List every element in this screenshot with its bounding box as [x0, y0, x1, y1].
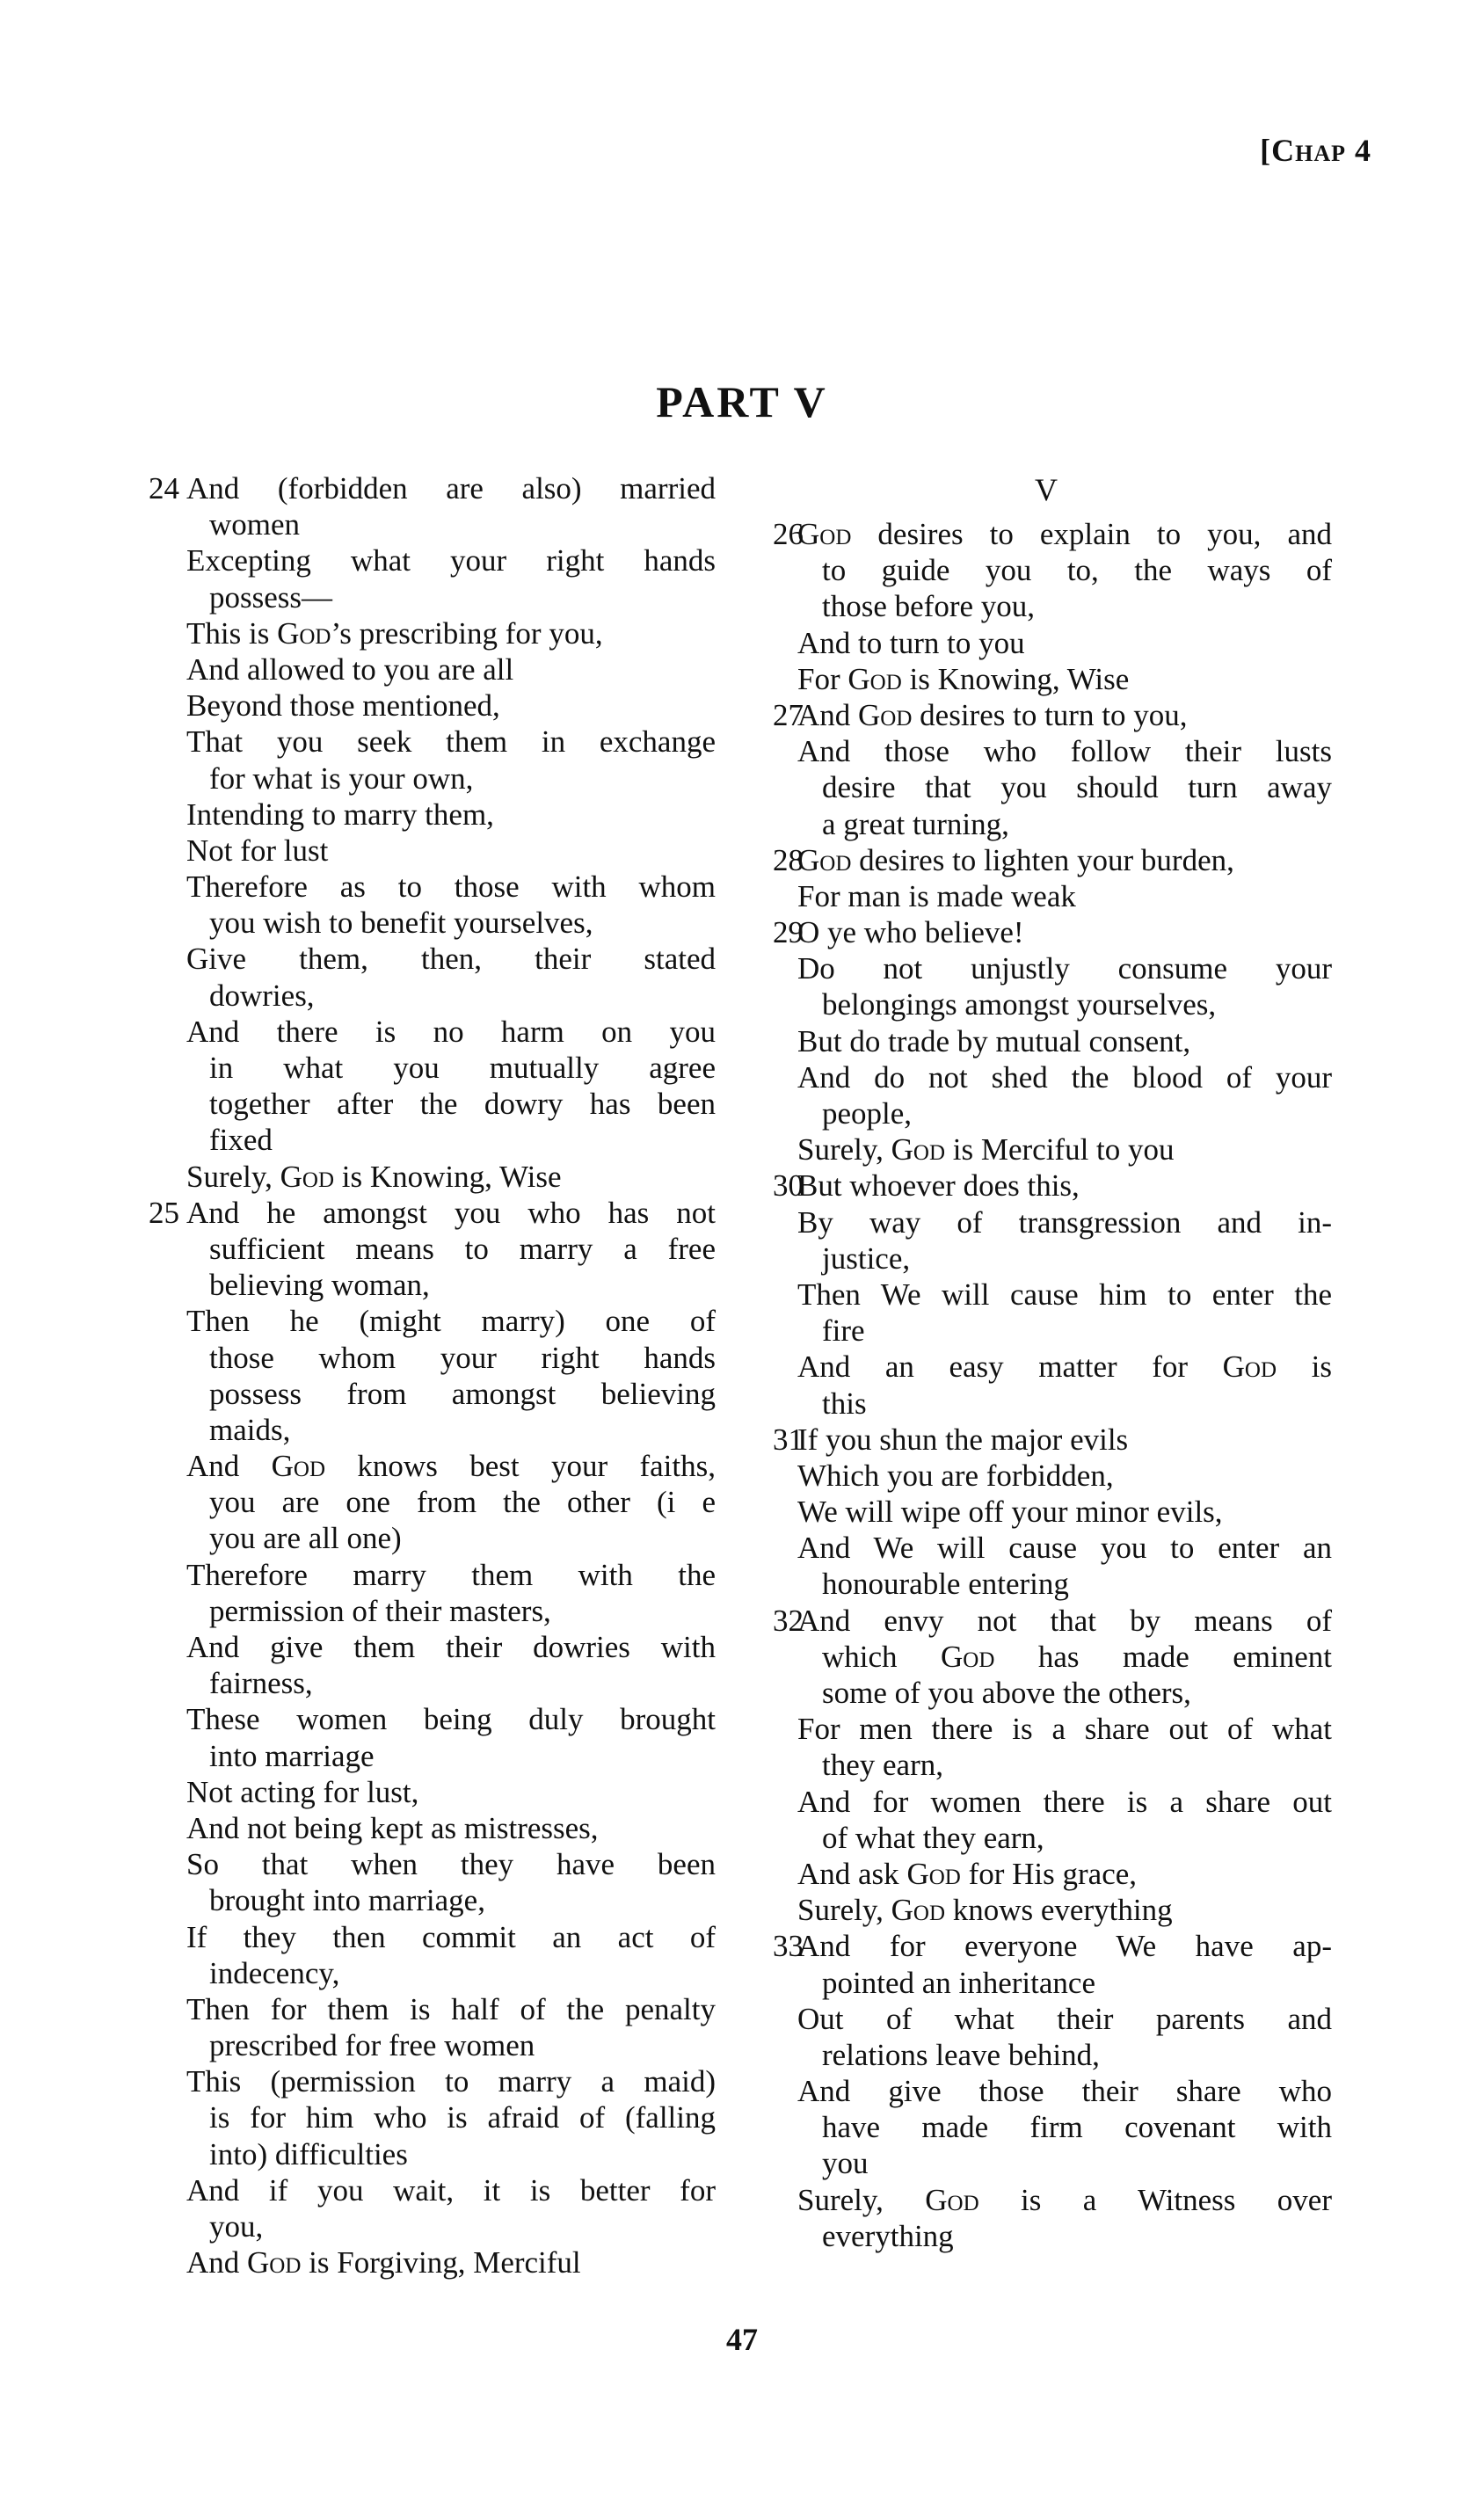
verse-text: If they then commit an act of — [186, 1919, 716, 1954]
verse-text: into) difficulties — [209, 2136, 408, 2171]
verse-text: have made firm covenant with — [822, 2110, 1332, 2145]
verse-text: you, — [209, 2209, 264, 2244]
verse-line — [132, 1665, 712, 1701]
verse-line — [132, 2208, 712, 2244]
verse-text: Surely, God is Knowing, Wise — [186, 1159, 562, 1194]
verse-line — [132, 905, 712, 941]
verse-line — [132, 1520, 712, 1556]
verse-text: And for everyone We have ap- — [797, 1929, 1332, 1964]
verse-line — [132, 1014, 716, 1050]
verse-line — [132, 506, 712, 542]
verse-line — [132, 1303, 716, 1339]
verse-text: you — [822, 2146, 869, 2181]
verse-line — [132, 1846, 716, 1882]
verse-number: 24 — [149, 471, 179, 506]
verse-text: everything — [822, 2218, 954, 2253]
verse-line — [132, 2244, 712, 2280]
verse-line — [132, 797, 712, 833]
verse-text: O ye who believe! — [797, 915, 1024, 950]
verse-line — [132, 1412, 712, 1448]
verse-line — [756, 1892, 1336, 1928]
verse-text: Which you are forbidden, — [797, 1458, 1114, 1493]
running-head-label: CHAP — [1271, 133, 1346, 168]
verse-start-line — [756, 697, 1336, 733]
verse-text: And if you wait, it is better for — [186, 2172, 716, 2208]
verse-text: some of you above the others, — [822, 1676, 1191, 1710]
verse-line — [756, 2109, 1336, 2145]
verse-text: Do not unjustly consume your — [797, 951, 1332, 986]
verse-text: honourable entering — [822, 1567, 1069, 1602]
verse-text: And We will cause you to enter an — [797, 1531, 1332, 1566]
verse-text: together after the dowry has been — [209, 1087, 716, 1122]
verse-line — [756, 2001, 1336, 2037]
verse-line — [756, 1965, 1336, 2001]
verse-text: And give those their share who — [797, 2074, 1332, 2109]
page-number: 47 — [726, 2322, 758, 2357]
verse-text: fairness, — [209, 1666, 313, 1701]
verse-line — [756, 1566, 1336, 1602]
verse-line — [132, 1919, 716, 1955]
verse-text: Give them, then, their stated — [186, 942, 716, 977]
verse-start-line — [132, 470, 716, 506]
verse-line — [132, 978, 712, 1014]
verse-line — [132, 2027, 712, 2063]
verse-line — [132, 651, 712, 687]
verse-text: For men there is a share out of what — [797, 1712, 1332, 1747]
verse-line — [132, 1810, 712, 1846]
verse-line — [132, 1991, 716, 2027]
running-head-number: 4 — [1355, 133, 1371, 168]
verse-line — [756, 1131, 1336, 1167]
verse-start-line — [756, 1422, 1336, 1458]
verse-line — [756, 1204, 1336, 1240]
verse-text: God desires to lighten your burden, — [797, 842, 1234, 877]
verse-line — [756, 1277, 1336, 1313]
verse-line — [132, 833, 712, 869]
verse-line — [132, 687, 712, 724]
verse-text: Then he (might marry) one of — [186, 1304, 716, 1339]
verse-line — [132, 1484, 716, 1520]
verse-line — [132, 1701, 716, 1737]
verse-line — [756, 625, 1336, 661]
verse-text: And God is Forgiving, Merciful — [186, 2245, 581, 2280]
verse-text: belongings amongst yourselves, — [822, 987, 1217, 1022]
verse-number: 32 — [773, 1603, 804, 1638]
right-column — [756, 470, 1336, 2254]
verse-text: they earn, — [822, 1748, 943, 1783]
verse-text: those whom your right hands — [209, 1340, 716, 1375]
verse-text: And an easy matter for God is — [797, 1349, 1332, 1385]
verse-text: We will wipe off your minor evils, — [797, 1495, 1223, 1530]
verse-text: And ask God for His grace, — [797, 1856, 1138, 1891]
verse-text: And God knows best your faiths, — [186, 1449, 716, 1484]
verse-line — [756, 588, 1336, 624]
verse-line — [132, 1231, 716, 1267]
verse-text: sufficient means to marry a free — [209, 1231, 716, 1266]
verse-text: fixed — [209, 1123, 273, 1158]
part-title: PART V — [656, 377, 828, 426]
verse-line — [756, 1747, 1336, 1783]
verse-line — [132, 2099, 716, 2135]
verse-text: And do not shed the blood of your — [797, 1059, 1332, 1095]
verse-text: dowries, — [209, 978, 315, 1013]
verse-line — [132, 1086, 716, 1122]
verse-line — [756, 1711, 1336, 1747]
section-mark: V — [1035, 472, 1058, 507]
verse-line — [756, 1784, 1336, 1820]
verse-line — [132, 1557, 716, 1593]
verse-line — [756, 1675, 1336, 1711]
verse-text: into marriage — [209, 1738, 375, 1773]
verse-text: Out of what their parents and — [797, 2001, 1332, 2036]
verse-line — [132, 1267, 712, 1303]
verse-text: That you seek them in exchange — [186, 724, 716, 760]
verse-text: This is God’s prescribing for you, — [186, 615, 603, 651]
verse-line — [132, 2063, 716, 2099]
verse-text: you are one from the other (i e — [209, 1485, 716, 1520]
verse-line — [756, 2145, 1336, 2181]
left-column — [132, 470, 716, 2280]
verse-text: Surely, God knows everything — [797, 1893, 1173, 1928]
verse-text: And (forbidden are also) married — [186, 471, 716, 506]
verse-line — [756, 2218, 1336, 2254]
verse-text: Not acting for lust, — [186, 1774, 419, 1809]
verse-line — [132, 615, 712, 651]
verse-text: By way of transgression and in- — [797, 1204, 1332, 1240]
running-head — [1260, 132, 1371, 169]
verse-text: And to turn to you — [797, 625, 1025, 660]
verse-line — [756, 552, 1336, 588]
verse-text: And envy not that by means of — [797, 1603, 1332, 1638]
verse-text: And allowed to you are all — [186, 651, 514, 687]
verse-line — [132, 2136, 712, 2172]
verse-number: 28 — [773, 842, 804, 877]
verse-text: in what you mutually agree — [209, 1051, 716, 1085]
verse-line — [756, 878, 1336, 914]
verse-line — [132, 1122, 712, 1158]
verse-line — [132, 542, 716, 578]
verse-line — [132, 1882, 712, 1918]
verse-line — [756, 1494, 1336, 1530]
verse-line — [132, 869, 716, 905]
verse-line — [132, 760, 712, 797]
verse-text: to guide you to, the ways of — [822, 553, 1332, 588]
verse-text: If you shun the major evils — [797, 1422, 1129, 1457]
verse-text: Intending to marry them, — [186, 797, 494, 832]
verse-line — [132, 724, 716, 760]
verse-line — [756, 1095, 1336, 1131]
verse-number: 27 — [773, 697, 804, 732]
verse-line — [756, 2037, 1336, 2073]
verse-number: 31 — [773, 1422, 804, 1457]
verse-text: for what is your own, — [209, 760, 474, 796]
verse-text: indecency, — [209, 1955, 340, 1990]
verse-text: Surely, God is a Witness over — [797, 2182, 1332, 2217]
verse-line — [132, 1774, 712, 1810]
verse-text: relations leave behind, — [822, 2037, 1100, 2072]
verse-line — [132, 1448, 716, 1484]
verse-start-line — [132, 1195, 716, 1231]
verse-text: you wish to benefit yourselves, — [209, 906, 593, 941]
verse-line — [756, 769, 1336, 805]
verse-text: Surely, God is Merciful to you — [797, 1132, 1175, 1167]
verse-text: Therefore as to those with whom — [186, 869, 716, 905]
verse-text: Not for lust — [186, 833, 329, 868]
verse-text: Beyond those mentioned, — [186, 688, 500, 724]
verse-line — [132, 1955, 712, 1991]
verse-text: fire — [822, 1313, 865, 1349]
verse-line — [756, 1313, 1336, 1349]
verse-text: And God desires to turn to you, — [797, 697, 1188, 732]
verse-text: believing woman, — [209, 1268, 430, 1303]
verse-line — [132, 579, 712, 615]
verse-text: pointed an inheritance — [822, 1965, 1095, 2000]
verse-text: permission of their masters, — [209, 1593, 551, 1628]
verse-start-line — [756, 842, 1336, 878]
verse-text: For man is made weak — [797, 878, 1076, 913]
verse-line — [132, 2172, 716, 2208]
verse-line — [132, 1376, 716, 1412]
verse-text: And give them their dowries with — [186, 1630, 716, 1664]
verse-line — [756, 806, 1336, 842]
verse-line — [756, 1820, 1336, 1856]
verse-line — [756, 1856, 1336, 1892]
verse-text: women — [209, 507, 301, 542]
verse-text: Then We will cause him to enter the — [797, 1277, 1332, 1312]
verse-line — [756, 733, 1336, 769]
verse-line — [132, 1050, 716, 1086]
verse-line — [756, 950, 1336, 986]
verse-text: And those who follow their lusts — [797, 734, 1332, 769]
verse-text: which God has made eminent — [822, 1639, 1332, 1674]
verse-text: justice, — [822, 1240, 911, 1276]
verse-line — [756, 1530, 1336, 1566]
verse-start-line — [756, 914, 1336, 950]
verse-text: And for women there is a share out — [797, 1784, 1332, 1819]
verse-text: God desires to explain to you, and — [797, 517, 1332, 551]
verse-text: is for him who is afraid of (falling — [209, 2100, 716, 2135]
verse-line — [132, 941, 716, 977]
verse-text: But whoever does this, — [797, 1168, 1080, 1204]
verse-text: This (permission to marry a maid) — [186, 2064, 716, 2099]
verse-line — [756, 986, 1336, 1022]
verse-line — [756, 2073, 1336, 2109]
verse-line — [132, 1629, 716, 1665]
verse-line — [756, 1639, 1336, 1675]
verse-line — [132, 1738, 712, 1774]
verse-text: And not being kept as mistresses, — [186, 1810, 599, 1845]
verse-line — [756, 1349, 1336, 1385]
verse-text: prescribed for free women — [209, 2028, 535, 2063]
verse-line — [756, 661, 1336, 697]
verse-start-line — [756, 516, 1336, 552]
verse-text: a great turning, — [822, 806, 1009, 841]
verse-text: brought into marriage, — [209, 1883, 485, 1918]
verse-line — [132, 1593, 712, 1629]
verse-line — [132, 1159, 712, 1195]
verse-line — [756, 1023, 1336, 1059]
verse-text: those before you, — [822, 589, 1036, 624]
verse-text: people, — [822, 1096, 913, 1131]
verse-text: And he amongst you who has not — [186, 1195, 716, 1230]
verse-number: 25 — [149, 1195, 179, 1230]
verse-text: maids, — [209, 1412, 291, 1447]
verse-text: desire that you should turn away — [822, 770, 1332, 805]
verse-number: 33 — [773, 1929, 804, 1964]
verse-line — [756, 1059, 1336, 1095]
verse-text: For God is Knowing, Wise — [797, 661, 1130, 696]
verse-line — [756, 2182, 1336, 2218]
verse-text: you are all one) — [209, 1521, 402, 1556]
verse-text: So that when they have been — [186, 1847, 716, 1882]
verse-number: 26 — [773, 517, 804, 551]
verse-number: 29 — [773, 915, 804, 950]
verse-text: Excepting what your right hands — [186, 543, 716, 578]
verse-text: of what they earn, — [822, 1820, 1044, 1855]
verse-start-line — [756, 1167, 1336, 1204]
verse-text: Therefore marry them with the — [186, 1557, 716, 1592]
verse-number: 30 — [773, 1168, 804, 1204]
verse-start-line — [756, 1928, 1336, 1964]
verse-text: possess from amongst believing — [209, 1376, 716, 1411]
verse-text: Then for them is half of the penalty — [186, 1991, 716, 2026]
verse-line — [756, 1386, 1336, 1422]
verse-line — [756, 1458, 1336, 1494]
running-head-bracket: [ — [1260, 133, 1272, 168]
verse-text: possess— — [209, 579, 333, 615]
verse-line — [756, 1240, 1336, 1277]
verse-text: And there is no harm on you — [186, 1014, 716, 1049]
verse-text: this — [822, 1386, 867, 1421]
verse-start-line — [756, 1603, 1336, 1639]
verse-text: These women being duly brought — [186, 1702, 716, 1737]
verse-text: But do trade by mutual consent, — [797, 1023, 1191, 1058]
verse-line — [132, 1340, 716, 1376]
